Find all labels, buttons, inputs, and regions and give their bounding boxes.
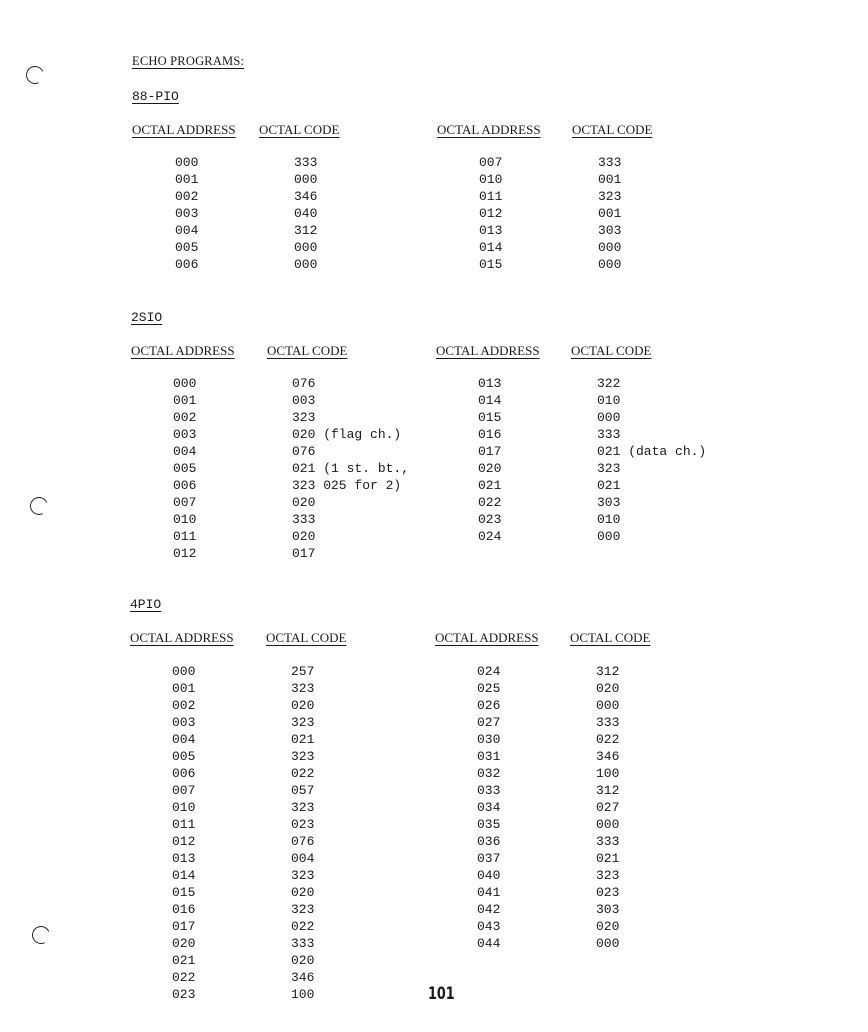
address-cell: 033 xyxy=(477,783,501,798)
code-cell: 000 xyxy=(294,172,318,187)
code-cell: 323 xyxy=(597,461,621,476)
code-cell: 020 (flag ch.) xyxy=(292,427,402,442)
address-column xyxy=(477,663,500,952)
code-cell: 000 xyxy=(598,240,622,255)
code-cell: 040 xyxy=(294,206,318,221)
address-cell: 005 xyxy=(173,461,197,476)
code-cell: 027 xyxy=(596,800,620,815)
address-column xyxy=(479,154,502,273)
code-cell: 003 xyxy=(292,393,316,408)
address-column xyxy=(172,663,195,1003)
address-cell: 000 xyxy=(173,376,197,391)
code-cell: 312 xyxy=(294,223,318,238)
section-title-88pio: 88-PIO xyxy=(132,89,179,104)
address-cell: 010 xyxy=(172,800,196,815)
code-cell: 021 (data ch.) xyxy=(597,444,707,459)
address-cell: 004 xyxy=(173,444,197,459)
code-cell: 020 xyxy=(291,698,315,713)
section-title-2sio: 2SIO xyxy=(131,310,163,325)
code-cell: 323 xyxy=(596,868,620,883)
code-cell: 023 xyxy=(596,885,620,900)
code-cell: 022 xyxy=(291,766,315,781)
code-cell: 333 xyxy=(292,512,316,527)
address-cell: 011 xyxy=(173,529,197,544)
code-cell: 020 xyxy=(292,495,316,510)
code-column xyxy=(597,375,706,545)
address-cell: 002 xyxy=(175,189,199,204)
code-cell: 000 xyxy=(596,936,620,951)
address-cell: 015 xyxy=(172,885,196,900)
address-cell: 010 xyxy=(479,172,503,187)
column-header-code: OCTAL CODE xyxy=(572,122,653,137)
address-cell: 042 xyxy=(477,902,501,917)
address-cell: 014 xyxy=(172,868,196,883)
address-cell: 006 xyxy=(175,257,199,272)
code-cell: 001 xyxy=(598,206,622,221)
address-cell: 007 xyxy=(172,783,196,798)
code-cell: 323 xyxy=(291,800,315,815)
code-cell: 333 xyxy=(291,936,315,951)
code-cell: 017 xyxy=(292,546,316,561)
code-cell: 000 xyxy=(596,698,620,713)
address-cell: 012 xyxy=(173,546,197,561)
column-header-address: OCTAL ADDRESS xyxy=(435,630,539,645)
address-cell: 043 xyxy=(477,919,501,934)
code-cell: 346 xyxy=(596,749,620,764)
binder-hole-icon xyxy=(23,63,46,86)
address-cell: 012 xyxy=(172,834,196,849)
address-cell: 001 xyxy=(173,393,197,408)
code-cell: 000 xyxy=(597,410,621,425)
code-cell: 022 xyxy=(291,919,315,934)
code-cell: 021 xyxy=(596,851,620,866)
address-cell: 023 xyxy=(478,512,502,527)
address-cell: 034 xyxy=(477,800,501,815)
column-header-address: OCTAL ADDRESS xyxy=(130,630,234,645)
address-cell: 007 xyxy=(173,495,197,510)
code-cell: 004 xyxy=(291,851,315,866)
column-header-code: OCTAL CODE xyxy=(266,630,347,645)
address-cell: 001 xyxy=(175,172,199,187)
code-column xyxy=(292,375,409,562)
code-cell: 076 xyxy=(292,444,316,459)
address-cell: 017 xyxy=(172,919,196,934)
code-cell: 323 xyxy=(291,749,315,764)
code-cell: 010 xyxy=(597,512,621,527)
code-cell: 323 025 for 2) xyxy=(292,478,402,493)
address-cell: 001 xyxy=(172,681,196,696)
address-cell: 004 xyxy=(172,732,196,747)
code-cell: 323 xyxy=(598,189,622,204)
code-cell: 020 xyxy=(596,919,620,934)
code-cell: 021 (1 st. bt., xyxy=(292,461,410,476)
code-cell: 001 xyxy=(598,172,622,187)
page-number: 101 xyxy=(428,984,455,1004)
binder-hole-icon xyxy=(29,923,52,946)
address-cell: 037 xyxy=(477,851,501,866)
code-cell: 333 xyxy=(596,715,620,730)
address-cell: 006 xyxy=(173,478,197,493)
code-cell: 346 xyxy=(294,189,318,204)
column-header-code: OCTAL CODE xyxy=(259,122,340,137)
binder-hole-icon xyxy=(27,494,50,517)
address-cell: 016 xyxy=(478,427,502,442)
address-cell: 025 xyxy=(477,681,501,696)
code-cell: 000 xyxy=(597,529,621,544)
address-cell: 024 xyxy=(478,529,502,544)
code-cell: 323 xyxy=(292,410,316,425)
code-cell: 100 xyxy=(291,987,315,1002)
code-cell: 000 xyxy=(598,257,622,272)
code-cell: 020 xyxy=(596,681,620,696)
address-cell: 044 xyxy=(477,936,501,951)
code-cell: 057 xyxy=(291,783,315,798)
code-cell: 020 xyxy=(292,529,316,544)
address-cell: 006 xyxy=(172,766,196,781)
column-header-address: OCTAL ADDRESS xyxy=(437,122,541,137)
code-cell: 323 xyxy=(291,902,315,917)
code-cell: 312 xyxy=(596,783,620,798)
code-cell: 323 xyxy=(291,681,315,696)
code-cell: 000 xyxy=(294,257,318,272)
section-title-4pio: 4PIO xyxy=(130,597,162,612)
code-cell: 021 xyxy=(291,732,315,747)
address-cell: 003 xyxy=(175,206,199,221)
address-cell: 032 xyxy=(477,766,501,781)
address-cell: 026 xyxy=(477,698,501,713)
page-title: ECHO PROGRAMS: xyxy=(132,54,245,68)
code-cell: 020 xyxy=(291,953,315,968)
address-cell: 016 xyxy=(172,902,196,917)
address-cell: 036 xyxy=(477,834,501,849)
address-cell: 000 xyxy=(172,664,196,679)
address-cell: 011 xyxy=(172,817,196,832)
address-cell: 015 xyxy=(479,257,503,272)
address-column xyxy=(175,154,198,273)
code-cell: 333 xyxy=(598,155,622,170)
address-cell: 000 xyxy=(175,155,199,170)
address-cell: 017 xyxy=(478,444,502,459)
address-cell: 020 xyxy=(478,461,502,476)
address-cell: 035 xyxy=(477,817,501,832)
address-cell: 003 xyxy=(173,427,197,442)
address-cell: 005 xyxy=(175,240,199,255)
code-cell: 333 xyxy=(597,427,621,442)
address-cell: 007 xyxy=(479,155,503,170)
code-cell: 333 xyxy=(596,834,620,849)
address-cell: 010 xyxy=(173,512,197,527)
code-cell: 323 xyxy=(291,868,315,883)
address-cell: 031 xyxy=(477,749,501,764)
code-column xyxy=(294,154,317,273)
address-column xyxy=(478,375,501,545)
column-header-address: OCTAL ADDRESS xyxy=(436,343,540,358)
column-header-address: OCTAL ADDRESS xyxy=(132,122,236,137)
address-cell: 040 xyxy=(477,868,501,883)
code-cell: 023 xyxy=(291,817,315,832)
code-cell: 257 xyxy=(291,664,315,679)
code-cell: 020 xyxy=(291,885,315,900)
code-cell: 333 xyxy=(294,155,318,170)
address-cell: 014 xyxy=(478,393,502,408)
code-cell: 303 xyxy=(598,223,622,238)
address-cell: 002 xyxy=(173,410,197,425)
code-column xyxy=(598,154,621,273)
address-cell: 021 xyxy=(478,478,502,493)
address-cell: 012 xyxy=(479,206,503,221)
code-cell: 346 xyxy=(291,970,315,985)
code-cell: 076 xyxy=(292,376,316,391)
address-cell: 013 xyxy=(478,376,502,391)
column-header-code: OCTAL CODE xyxy=(267,343,348,358)
code-cell: 303 xyxy=(597,495,621,510)
address-cell: 013 xyxy=(479,223,503,238)
address-column xyxy=(173,375,196,562)
address-cell: 024 xyxy=(477,664,501,679)
code-column xyxy=(596,663,619,952)
code-cell: 100 xyxy=(596,766,620,781)
address-cell: 022 xyxy=(172,970,196,985)
code-cell: 312 xyxy=(596,664,620,679)
code-cell: 000 xyxy=(596,817,620,832)
address-cell: 004 xyxy=(175,223,199,238)
code-cell: 010 xyxy=(597,393,621,408)
address-cell: 013 xyxy=(172,851,196,866)
code-cell: 021 xyxy=(597,478,621,493)
address-cell: 022 xyxy=(478,495,502,510)
address-cell: 023 xyxy=(172,987,196,1002)
address-cell: 015 xyxy=(478,410,502,425)
code-cell: 323 xyxy=(291,715,315,730)
code-cell: 022 xyxy=(596,732,620,747)
address-cell: 003 xyxy=(172,715,196,730)
code-cell: 076 xyxy=(291,834,315,849)
column-header-code: OCTAL CODE xyxy=(570,630,651,645)
address-cell: 011 xyxy=(479,189,503,204)
address-cell: 021 xyxy=(172,953,196,968)
address-cell: 014 xyxy=(479,240,503,255)
address-cell: 030 xyxy=(477,732,501,747)
code-column xyxy=(291,663,314,1003)
column-header-code: OCTAL CODE xyxy=(571,343,652,358)
column-header-address: OCTAL ADDRESS xyxy=(131,343,235,358)
code-cell: 000 xyxy=(294,240,318,255)
code-cell: 303 xyxy=(596,902,620,917)
code-cell: 322 xyxy=(597,376,621,391)
address-cell: 002 xyxy=(172,698,196,713)
address-cell: 005 xyxy=(172,749,196,764)
address-cell: 020 xyxy=(172,936,196,951)
address-cell: 041 xyxy=(477,885,501,900)
address-cell: 027 xyxy=(477,715,501,730)
